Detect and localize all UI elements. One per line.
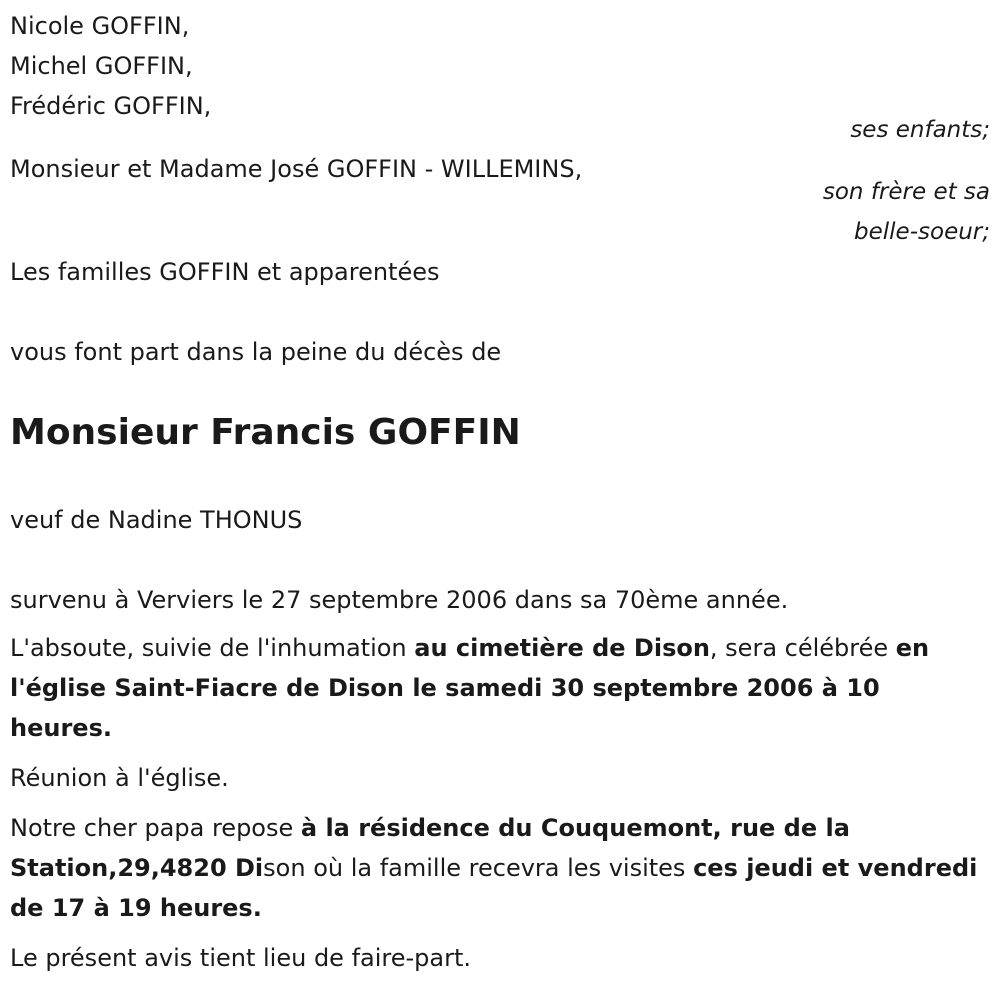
child-name-3: Frédéric GOFFIN, [10,92,212,120]
widower-line: veuf de Nadine THONUS [10,506,303,534]
repose-text-1: Notre cher papa repose [10,814,301,842]
ceremony-cemetery: au cimetière de Dison [414,634,710,662]
deceased-name: Monsieur Francis GOFFIN [10,412,521,453]
ceremony-church-date: en l'église Saint-Fiacre de Dison le samedi 30 septembre 2006 à 10 heures. [10,634,930,742]
sibling-role-line-1: son frère et sa [822,179,990,205]
ceremony-text-2: , sera célébrée [709,634,896,662]
child-name-1: Nicole GOFFIN, [10,12,190,40]
sibling-couple: Monsieur et Madame José GOFFIN - WILLEMINS, [10,155,583,183]
announcement-line: vous font part dans la peine du décès de [10,338,502,366]
ceremony-text-1: L'absoute, suivie de l'inhumation [10,634,415,662]
child-name-2: Michel GOFFIN, [10,52,193,80]
repose-visit-times: ces jeudi et vendredi de 17 à 19 heures. [10,854,978,922]
repose-text-2: son où la famille recevra les visites [263,854,694,882]
sibling-role-line-2: belle-soeur; [854,219,990,245]
ceremony-paragraph [10,628,985,748]
repose-address: à la résidence du Couquemont, rue de la Station,29,4820 Di [10,814,850,882]
death-line: survenu à Verviers le 27 septembre 2006 dans sa 70ème année. [10,586,789,614]
closing-line: Le présent avis tient lieu de faire-part. [10,944,472,972]
repose-paragraph [10,808,985,928]
families-line: Les familles GOFFIN et apparentées [10,258,440,286]
reunion-line: Réunion à l'église. [10,764,229,792]
children-role: ses enfants; [850,117,990,143]
